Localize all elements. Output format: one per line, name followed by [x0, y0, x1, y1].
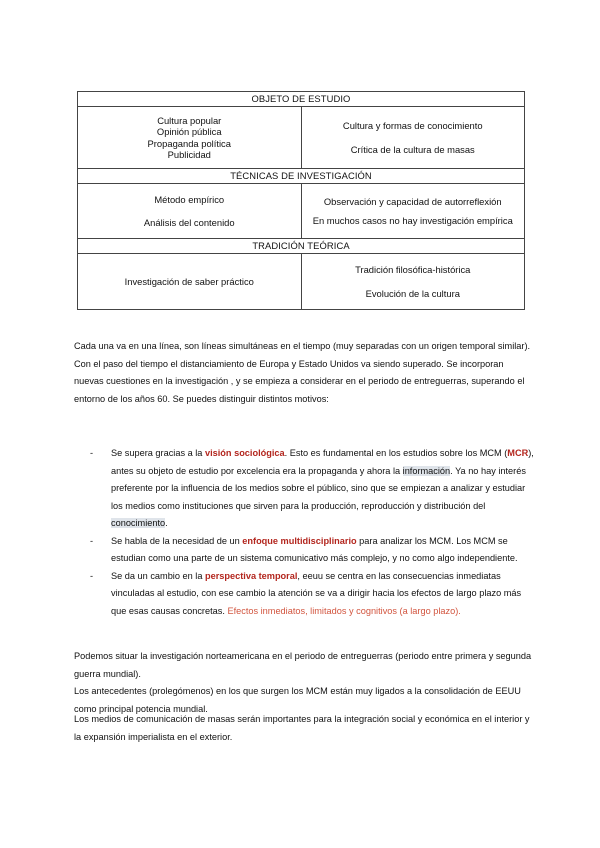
- text-run: ), antes su objeto de estudio por excelencia era la propaganda y ahora la: [111, 448, 534, 476]
- highlight-term: MCR: [507, 448, 529, 458]
- cell-text: Evolución de la cultura: [365, 287, 460, 299]
- intro-paragraph: Cada una va en una línea, son líneas simultáneas en el tiempo (muy separadas con un origen temporal similar). Con el paso del tiempo el distanciamiento de Europa y Estado Unidos va siendo superado. Se incorporan nuevas cuestiones en la investigación , y se empieza a considerar en el periodo de entreguerras, superando el entorno de los años 60. Se puedes distinguir distintos motivos:: [74, 341, 531, 404]
- cell-tecnicas-left: [78, 184, 302, 239]
- list-item: [74, 445, 534, 533]
- text-run: Se habla de la necesidad de un: [111, 535, 243, 546]
- list-dash: -: [90, 448, 94, 458]
- text-run: Se supera gracias a la: [111, 448, 205, 458]
- text-run: Se da un cambio en la: [111, 570, 205, 581]
- cell-tradicion-right: [301, 254, 525, 310]
- cell-text: Análisis del contenido: [143, 217, 235, 228]
- list-dash: -: [90, 535, 94, 546]
- text-run: . Ya no hay interés preferente por la influencia de los medios sobre el público, sino que se empiezan a analizar y estudiar los medios como instituciones que sirven para la producción, reproducción y distribución del: [111, 465, 526, 511]
- annotation-note: Efectos inmediatos, limitados y cognitivos (a largo plazo): [227, 605, 459, 616]
- cell-text: Publicidad: [167, 149, 211, 160]
- table-row: [78, 184, 525, 239]
- motives-list: [74, 445, 534, 620]
- list-item: [74, 533, 534, 568]
- list-item: [74, 568, 534, 621]
- table-row: [78, 107, 525, 169]
- cell-text: Opinión pública: [156, 126, 222, 137]
- text-run: . Esto es fundamental en los estudios sobre los MCM (: [284, 448, 508, 458]
- cell-text: Método empírico: [154, 193, 225, 205]
- marked-term: información: [402, 465, 451, 476]
- cell-text: Propaganda política: [147, 137, 231, 149]
- text-run: para analizar los MCM. Los MCM se estudian como una parte de un sistema comunicativo más complejo, y no como algo independiente.: [111, 535, 518, 563]
- highlight-term: enfoque multidisciplinario: [242, 535, 357, 546]
- paragraph: Podemos situar la investigación norteamericana en el periodo de entreguerras (periodo entre primera y segunda guerra mundial).: [74, 651, 532, 679]
- annotation-note-end: .: [458, 605, 461, 616]
- marked-term: conocimiento: [111, 518, 166, 528]
- cell-text: En muchos casos no hay investigación empírica: [312, 214, 513, 226]
- cell-tradicion-left: Investigación de saber práctico: [78, 254, 302, 310]
- header-tecnicas: TÉCNICAS DE INVESTIGACIÓN: [78, 169, 525, 184]
- text-run: .: [165, 518, 168, 528]
- cell-text: Cultura y formas de conocimiento: [342, 120, 483, 131]
- cell-text: Cultura popular: [157, 114, 222, 126]
- paragraph: Los antecedentes (prolegómenos) en los que surgen los MCM están muy ligados a la consolidación de EEUU como principal potencia mundial.: [74, 686, 521, 714]
- cell-text: Observación y capacidad de autorreflexión: [323, 196, 502, 207]
- highlight-term: perspectiva temporal: [204, 570, 298, 581]
- summary-table: [77, 91, 525, 310]
- table-header-row: [78, 239, 525, 254]
- cell-objeto-right: [301, 107, 525, 169]
- cell-tecnicas-right: [301, 184, 525, 239]
- cell-text: Tradición filosófica-histórica: [355, 264, 471, 275]
- text-run: , eeuu se centra en las consecuencias inmediatas vinculadas al estudio, con ese cambio la atención se va a dirigir hacia los efectos de largo plazo más que esas causas concretas.: [111, 570, 522, 616]
- header-tradicion: TRADICIÓN TEÓRICA: [78, 239, 525, 254]
- cell-objeto-left: [78, 107, 302, 169]
- table-header-row: [78, 169, 525, 184]
- table-header-row: [78, 92, 525, 107]
- highlight-term: visión sociológica: [204, 448, 285, 458]
- list-dash: -: [90, 570, 94, 581]
- cell-text: Crítica de la cultura de masas: [350, 143, 475, 155]
- header-objeto-estudio: OBJETO DE ESTUDIO: [78, 92, 525, 107]
- paragraph: Los medios de comunicación de masas serán importantes para la integración social y económica en el interior y la expansión imperialista en el exterior.: [74, 714, 530, 742]
- table-row: [78, 254, 525, 310]
